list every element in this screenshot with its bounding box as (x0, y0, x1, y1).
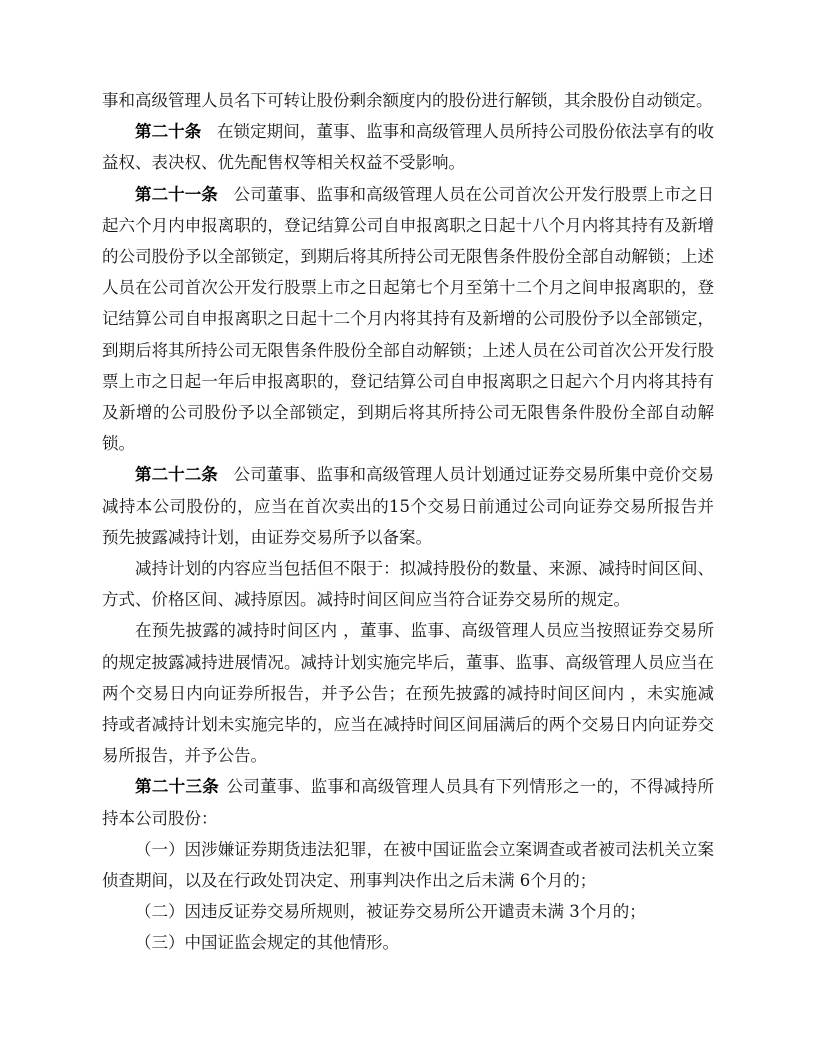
article-20-number: 第二十条 (135, 122, 202, 142)
paragraph-item-2 (102, 896, 714, 927)
paragraph-text: 减持计划的内容应当包括但不限于：拟减持股份的数量、来源、减持时间区间、方式、价格区间、减持原因。减持时间区间应当符合证券交易所的规定。 (102, 559, 714, 610)
paragraph-article-21 (102, 179, 714, 460)
article-22-number: 第二十二条 (135, 465, 218, 485)
paragraph-text: （二）因违反证券交易所规则，被证券交易所公开谴责未满 3个月的； (135, 902, 646, 922)
paragraph-text: 公司董事、监事和高级管理人员在公司首次公开发行股票上市之日起六个月内申报离职的，登记结算公司自申报离职之日起十八个月内将其持有及新增的公司股份予以全部锁定，到期后将其所持公司无限售条件股份全部自动解锁；上述人员在公司首次公开发行股票上市之日起第七个月至第十二个月之间申报离职的，登记结算公司自申报离职之日起十二个月内将其持有及新增的公司股份予以全部锁定，到期后将其所持公司无限售条件股份全部自动解锁；上述人员在公司首次公开发行股票上市之日起一年后申报离职的，登记结算公司自申报离职之日起六个月内将其持有及新增的公司股份予以全部锁定，到期后将其所持公司无限售条件股份全部自动解锁。 (102, 184, 715, 454)
article-21-number: 第二十一条 (135, 184, 218, 204)
paragraph-item-3 (102, 927, 714, 958)
paragraph-item-1 (102, 834, 714, 896)
paragraph-text: 公司董事、监事和高级管理人员计划通过证券交易所集中竞价交易减持本公司股份的，应当在首次卖出的15个交易日前通过公司向证券交易所报告并预先披露减持计划，由证券交易所予以备案。 (102, 465, 715, 547)
paragraph-article-23 (102, 771, 714, 833)
paragraph-article-22 (102, 459, 714, 553)
article-23-number: 第二十三条 (135, 777, 220, 797)
paragraph-article-20 (102, 116, 714, 178)
paragraph-text: 在锁定期间，董事、监事和高级管理人员所持公司股份依法享有的收益权、表决权、优先配售权等相关权益不受影响。 (102, 122, 715, 173)
paragraph-text: （三）中国证监会规定的其他情形。 (135, 933, 399, 953)
paragraph-text: （一）因涉嫌证券期货违法犯罪，在被中国证监会立案调查或者被司法机关立案侦查期间，以及在行政处罚决定、刑事判决作出之后未满 6个月的； (102, 839, 714, 891)
paragraph-text: 事和高级管理人员名下可转让股份剩余额度内的股份进行解锁，其余股份自动锁定。 (102, 91, 713, 110)
paragraph-disclosure-progress (102, 615, 714, 771)
document-text-block (102, 85, 714, 959)
paragraph-continuation (102, 85, 714, 116)
paragraph-reduction-plan-content (102, 553, 714, 615)
paragraph-text: 在预先披露的减持时间区内 ，董事、监事、高级管理人员应当按照证券交易所的规定披露减持进展情况。减持计划实施完毕后，董事、监事、高级管理人员应当在两个交易日内向证券所报告，并予公告；在预先披露的减持时间区间内 ，未实施减持或者减持计划未实施完毕的，应当在减持时间区间届满后的两个交易日内向证券交易所报告，并予公告。 (102, 621, 714, 766)
paragraph-text: 公司董事、监事和高级管理人员具有下列情形之一的，不得减持所持本公司股份： (102, 777, 715, 828)
